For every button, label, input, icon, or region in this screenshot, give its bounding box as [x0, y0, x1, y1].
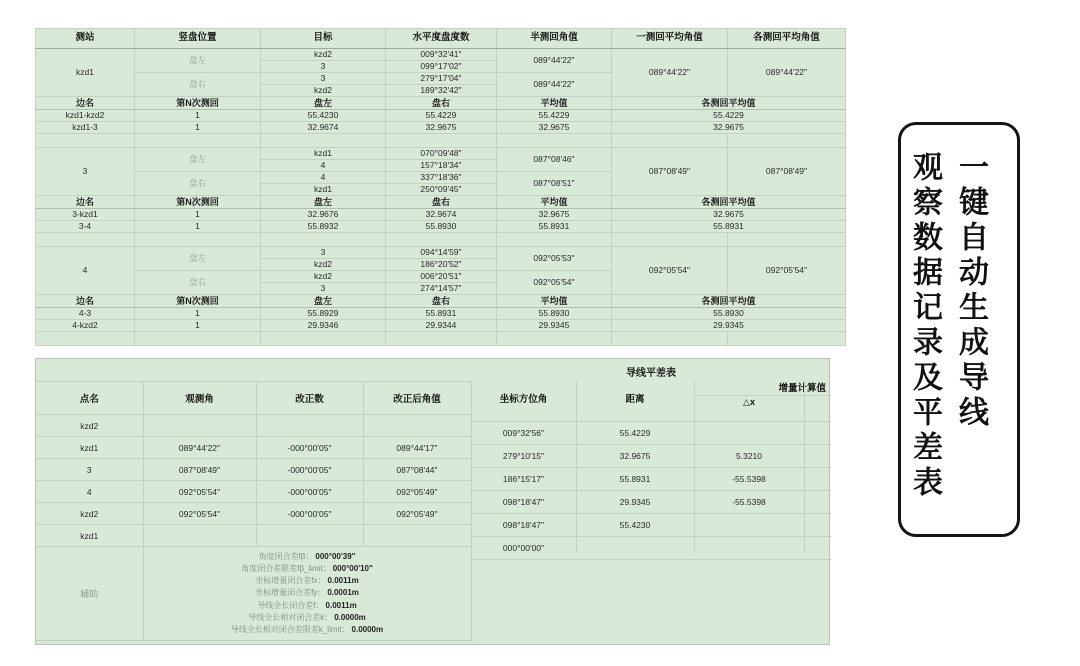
reading-cell: 099°17'02" — [386, 61, 497, 73]
station-name-cell: 4 — [36, 247, 135, 295]
aux-values-cell — [143, 547, 471, 641]
sub-header-row — [36, 97, 846, 110]
distance-average-cell: 32.9675 — [497, 209, 612, 221]
aux-label-cell: 辅助 — [36, 547, 143, 641]
correction-cell: -000°00'05" — [256, 437, 363, 459]
distance-average-cell: 55.8931 — [497, 221, 612, 233]
half-round-value-cell: 092°05'53" — [497, 247, 612, 271]
face-right-cell: 盘右 — [135, 271, 261, 295]
table-row — [36, 247, 846, 259]
observed-angle-cell: 092°05'54" — [143, 503, 256, 525]
aux-line-label: 坐标增量闭合差fy： — [255, 588, 326, 598]
face-left-cell: 盘左 — [135, 247, 261, 271]
column-header: 改正数 — [256, 382, 363, 415]
aux-line-value: 0.0000m — [351, 625, 384, 634]
point-name-cell: kzd2 — [36, 415, 143, 437]
side-row — [36, 221, 846, 233]
point-name-cell: kzd1 — [36, 525, 143, 547]
aux-line — [144, 551, 471, 563]
aux-row — [36, 547, 471, 641]
reading-cell: 009°32'41" — [386, 49, 497, 61]
reading-cell: 006°20'51" — [386, 271, 497, 283]
face-right-distance-cell: 55.8930 — [386, 221, 497, 233]
edge-rows — [471, 421, 831, 560]
corrected-angle-cell: 092°05'49" — [363, 481, 471, 503]
observed-angle-cell: 089°44'22" — [143, 437, 256, 459]
spacer-cell — [386, 332, 497, 346]
table-header-row — [36, 29, 846, 49]
aux-line — [144, 600, 471, 612]
sub-header-cell: 盘左 — [261, 295, 386, 308]
adjustment-table-title: 导线平差表 — [626, 368, 676, 379]
spacer-cell — [386, 233, 497, 247]
sub-header-cell: 各测回平均值 — [612, 97, 846, 110]
reading-cell: 337°18'36" — [386, 172, 497, 184]
side-name-cell: kzd1-3 — [36, 122, 135, 134]
aux-line-value: 0.0001m — [327, 588, 359, 598]
promo-banner — [898, 122, 1020, 537]
face-left-cell: 盘左 — [135, 148, 261, 172]
sub-header-cell: 第N次测回 — [135, 196, 261, 209]
aux-line-label: 角度闭合差限差fβ_limit： — [241, 563, 331, 573]
side-name-cell: 3-kzd1 — [36, 209, 135, 221]
distance-average-cell: 32.9675 — [497, 122, 612, 134]
point-name-cell: kzd1 — [36, 437, 143, 459]
side-row — [36, 320, 846, 332]
half-round-value-cell: 092°05'54" — [497, 271, 612, 295]
spacer-cell — [386, 134, 497, 148]
column-header: 坐标方位角 — [499, 394, 548, 405]
distance-all-average-cell: 32.9675 — [612, 209, 846, 221]
distance-all-average-cell: 29.9345 — [612, 320, 846, 332]
side-name-cell: 4-3 — [36, 308, 135, 320]
edge-row — [471, 444, 831, 467]
sub-header-cell: 边名 — [36, 295, 135, 308]
half-round-value-cell: 089°44'22" — [497, 49, 612, 73]
sub-header-cell: 盘右 — [386, 295, 497, 308]
aux-line-label: 导线全长相对闭合差限差k_limit： — [230, 625, 350, 634]
spacer-cell — [497, 134, 612, 148]
aux-line — [144, 563, 471, 575]
spacer-cell — [612, 233, 728, 247]
all-rounds-average-cell: 089°44'22" — [728, 49, 846, 97]
corrected-angle-cell: 089°44'17" — [363, 437, 471, 459]
table-row — [36, 49, 846, 61]
point-row — [36, 481, 471, 503]
face-left-distance-cell: 29.9346 — [261, 320, 386, 332]
table-row — [36, 148, 846, 160]
column-header: 目标 — [261, 29, 386, 49]
aux-line — [144, 612, 471, 624]
face-right-cell: 盘右 — [135, 172, 261, 196]
spacer-cell — [135, 233, 261, 247]
edge-row — [471, 513, 831, 536]
traverse-adjustment-section — [35, 358, 830, 645]
face-left-cell: 盘左 — [135, 49, 261, 73]
azimuth-cell: 098°18'47" — [502, 497, 545, 507]
face-right-cell: 盘右 — [135, 73, 261, 97]
distance-all-average-cell: 55.8931 — [612, 221, 846, 233]
spacer-cell — [728, 332, 846, 346]
spacer-cell — [135, 134, 261, 148]
side-row — [36, 209, 846, 221]
aux-line-label: 导线全长闭合差f： — [257, 600, 324, 610]
spacer-cell — [612, 332, 728, 346]
reading-cell: 070°09'48" — [386, 148, 497, 160]
all-rounds-average-cell: 092°05'54" — [728, 247, 846, 295]
round-number-cell: 1 — [135, 308, 261, 320]
azimuth-cell: 098°18'47" — [502, 520, 545, 530]
round-number-cell: 1 — [135, 122, 261, 134]
column-header: 改正后角值 — [363, 382, 471, 415]
target-cell: 3 — [261, 73, 386, 85]
correction-cell — [256, 525, 363, 547]
target-cell: kzd2 — [261, 271, 386, 283]
spacer-cell — [135, 332, 261, 346]
face-right-distance-cell: 55.4229 — [386, 110, 497, 122]
face-left-distance-cell: 32.9676 — [261, 209, 386, 221]
sub-header-cell: 边名 — [36, 97, 135, 110]
table-header-row — [36, 382, 471, 415]
face-left-distance-cell: 55.4230 — [261, 110, 386, 122]
target-cell: 3 — [261, 283, 386, 295]
station-name-cell: kzd1 — [36, 49, 135, 97]
aux-line-value: 000°00'10" — [332, 563, 373, 573]
distance-all-average-cell: 55.4229 — [612, 110, 846, 122]
corrected-angle-cell: 092°05'49" — [363, 503, 471, 525]
sub-header-cell: 平均值 — [497, 97, 612, 110]
side-row — [36, 308, 846, 320]
banner-text — [901, 125, 1005, 534]
side-row — [36, 110, 846, 122]
observed-angle-cell: 092°05'54" — [143, 481, 256, 503]
face-right-distance-cell: 55.8931 — [386, 308, 497, 320]
divider — [694, 395, 831, 396]
half-round-value-cell: 087°08'46" — [497, 148, 612, 172]
correction-cell: -000°00'05" — [256, 503, 363, 525]
correction-cell: -000°00'05" — [256, 459, 363, 481]
aux-line — [144, 624, 471, 636]
round-number-cell: 1 — [135, 320, 261, 332]
spacer-cell — [497, 233, 612, 247]
spacer-cell — [36, 332, 135, 346]
sub-header-cell: 盘左 — [261, 97, 386, 110]
reading-cell: 279°17'04" — [386, 73, 497, 85]
correction-cell: -000°00'05" — [256, 481, 363, 503]
point-row — [36, 503, 471, 525]
distance-cell: 55.4230 — [619, 520, 651, 530]
reading-cell: 189°32'42" — [386, 85, 497, 97]
point-row — [36, 437, 471, 459]
spacer-row — [36, 134, 846, 148]
side-name-cell: kzd1-kzd2 — [36, 110, 135, 122]
column-header: 观测角 — [143, 382, 256, 415]
column-header: 测站 — [36, 29, 135, 49]
observed-angle-cell — [143, 525, 256, 547]
column-header: 半测回角值 — [497, 29, 612, 49]
observation-record-table — [35, 28, 846, 346]
corrected-angle-cell — [363, 415, 471, 437]
aux-line-value: 0.0011m — [325, 600, 357, 610]
spacer-cell — [612, 134, 728, 148]
side-name-cell: 3-4 — [36, 221, 135, 233]
edge-row — [471, 536, 831, 560]
distance-average-cell: 29.9345 — [497, 320, 612, 332]
all-rounds-average-cell: 087°08'49" — [728, 148, 846, 196]
spacer-row — [36, 233, 846, 247]
point-name-cell: 3 — [36, 459, 143, 481]
reading-cell: 250°09'45" — [386, 184, 497, 196]
column-header: 增量计算值 — [778, 383, 826, 394]
reading-cell: 094°14'59" — [386, 247, 497, 259]
target-cell: kzd1 — [261, 148, 386, 160]
sub-header-cell: 各测回平均值 — [612, 196, 846, 209]
face-left-distance-cell: 32.9674 — [261, 122, 386, 134]
spacer-cell — [497, 332, 612, 346]
face-left-distance-cell: 55.8929 — [261, 308, 386, 320]
target-cell: kzd1 — [261, 184, 386, 196]
aux-line-label: 角度闭合差fβ： — [258, 551, 314, 561]
azimuth-cell: 186°15'17" — [502, 474, 545, 484]
round-number-cell: 1 — [135, 110, 261, 122]
adjustment-table-left — [36, 381, 472, 641]
azimuth-cell: 000°00'00" — [502, 543, 545, 553]
azimuth-cell: 009°32'56" — [502, 428, 545, 438]
column-header: 竖盘位置 — [135, 29, 261, 49]
aux-line — [144, 575, 471, 587]
column-header: 一测回平均角值 — [612, 29, 728, 49]
spacer-cell — [261, 134, 386, 148]
observed-angle-cell — [143, 415, 256, 437]
side-row — [36, 122, 846, 134]
point-name-cell: kzd2 — [36, 503, 143, 525]
target-cell: 4 — [261, 172, 386, 184]
azimuth-cell: 279°10'15" — [502, 451, 545, 461]
spacer-cell — [36, 233, 135, 247]
aux-line-value: 000°00'39" — [315, 551, 356, 561]
distance-cell: 55.4229 — [619, 428, 651, 438]
distance-all-average-cell: 32.9675 — [612, 122, 846, 134]
round-average-cell: 092°05'54" — [612, 247, 728, 295]
delta-x-cell: 5.3210 — [736, 451, 762, 461]
aux-line-value: 0.0011m — [327, 576, 359, 586]
sub-header-row — [36, 295, 846, 308]
reading-cell: 157°18'34" — [386, 160, 497, 172]
face-left-distance-cell: 55.8932 — [261, 221, 386, 233]
delta-x-cell: -55.5398 — [732, 474, 766, 484]
edge-row — [471, 490, 831, 513]
sub-header-cell: 边名 — [36, 196, 135, 209]
distance-average-cell: 55.4229 — [497, 110, 612, 122]
column-header: △x — [743, 397, 755, 407]
sub-header-row — [36, 196, 846, 209]
distance-cell: 32.9675 — [619, 451, 651, 461]
half-round-value-cell: 089°44'22" — [497, 73, 612, 97]
sub-header-cell: 平均值 — [497, 196, 612, 209]
spacer-cell — [36, 134, 135, 148]
observed-angle-cell: 087°08'49" — [143, 459, 256, 481]
corrected-angle-cell: 087°08'44" — [363, 459, 471, 481]
aux-line — [144, 587, 471, 599]
target-cell: kzd2 — [261, 85, 386, 97]
edge-row — [471, 467, 831, 490]
spacer-cell — [261, 233, 386, 247]
reading-cell: 274°14'57" — [386, 283, 497, 295]
station-name-cell: 3 — [36, 148, 135, 196]
target-cell: 4 — [261, 160, 386, 172]
target-cell: kzd2 — [261, 49, 386, 61]
delta-x-cell: -55.5398 — [732, 497, 766, 507]
target-cell: 3 — [261, 247, 386, 259]
sub-header-cell: 盘左 — [261, 196, 386, 209]
point-row — [36, 415, 471, 437]
round-number-cell: 1 — [135, 209, 261, 221]
face-right-distance-cell: 29.9344 — [386, 320, 497, 332]
banner-line: 一键自动生成导线 — [954, 151, 987, 431]
distance-cell: 55.8931 — [619, 474, 651, 484]
round-number-cell: 1 — [135, 221, 261, 233]
column-header: 点名 — [36, 382, 143, 415]
aux-line-value: 0.0000m — [334, 612, 366, 622]
sub-header-cell: 第N次测回 — [135, 295, 261, 308]
point-row — [36, 459, 471, 481]
spacer-cell — [728, 134, 846, 148]
reading-cell: 186°20'52" — [386, 259, 497, 271]
spacer-cell — [728, 233, 846, 247]
round-average-cell: 087°08'49" — [612, 148, 728, 196]
sub-header-cell: 各测回平均值 — [612, 295, 846, 308]
target-cell: kzd2 — [261, 259, 386, 271]
side-name-cell: 4-kzd2 — [36, 320, 135, 332]
distance-all-average-cell: 55.8930 — [612, 308, 846, 320]
sub-header-cell: 盘右 — [386, 196, 497, 209]
sub-header-cell: 第N次测回 — [135, 97, 261, 110]
column-header: 各测回平均角值 — [728, 29, 846, 49]
round-average-cell: 089°44'22" — [612, 49, 728, 97]
spacer-cell — [261, 332, 386, 346]
target-cell: 3 — [261, 61, 386, 73]
bottom-pad-row — [36, 332, 846, 346]
half-round-value-cell: 087°08'51" — [497, 172, 612, 196]
aux-line-label: 坐标增量闭合差fx： — [255, 576, 326, 586]
edge-row — [471, 421, 831, 444]
face-right-distance-cell: 32.9675 — [386, 122, 497, 134]
corrected-angle-cell — [363, 525, 471, 547]
column-header: 水平度盘度数 — [386, 29, 497, 49]
distance-cell: 29.9345 — [619, 497, 651, 507]
face-right-distance-cell: 32.9674 — [386, 209, 497, 221]
point-row — [36, 525, 471, 547]
correction-cell — [256, 415, 363, 437]
sub-header-cell: 平均值 — [497, 295, 612, 308]
distance-average-cell: 55.8930 — [497, 308, 612, 320]
banner-line: 观察数据记录及平差表 — [908, 151, 941, 501]
point-name-cell: 4 — [36, 481, 143, 503]
aux-line-label: 导线全长相对闭合差k： — [248, 612, 333, 622]
column-header: 距离 — [625, 394, 645, 405]
adjustment-table-right — [471, 381, 831, 553]
sub-header-cell: 盘右 — [386, 97, 497, 110]
